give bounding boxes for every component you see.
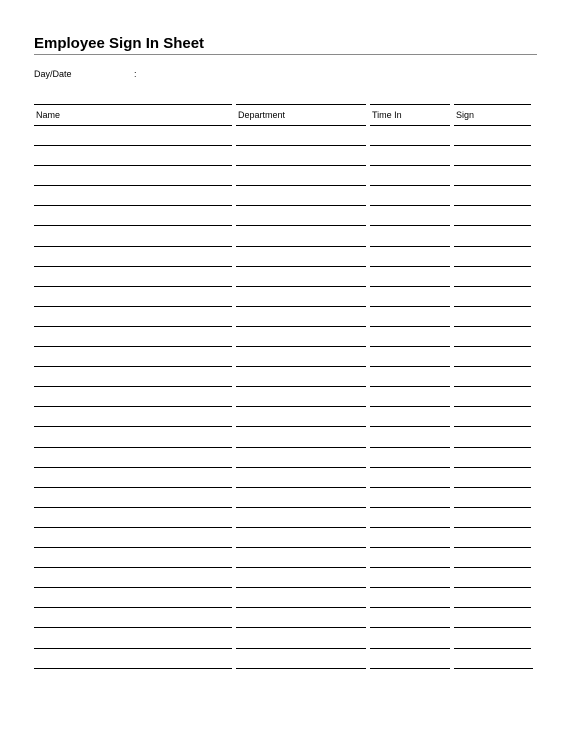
- row-14-time-in-field[interactable]: [370, 406, 450, 407]
- column-header-name: Name: [36, 110, 61, 120]
- row-16-name-field[interactable]: [34, 447, 232, 448]
- row-11-name-field[interactable]: [34, 346, 232, 347]
- row-6-time-in-field[interactable]: [370, 246, 450, 247]
- row-19-time-in-field[interactable]: [370, 507, 450, 508]
- row-23-time-in-field[interactable]: [370, 587, 450, 588]
- row-5-department-field[interactable]: [236, 225, 366, 226]
- row-8-name-field[interactable]: [34, 286, 232, 287]
- row-6-department-field[interactable]: [236, 246, 366, 247]
- row-7-sign-field[interactable]: [454, 266, 531, 267]
- row-12-sign-field[interactable]: [454, 366, 531, 367]
- row-20-sign-field[interactable]: [454, 527, 531, 528]
- row-9-time-in-field[interactable]: [370, 306, 450, 307]
- row-22-name-field[interactable]: [34, 567, 232, 568]
- row-10-sign-field[interactable]: [454, 326, 531, 327]
- row-11-time-in-field[interactable]: [370, 346, 450, 347]
- page-title: Employee Sign In Sheet: [34, 35, 205, 52]
- row-1-department-field[interactable]: [236, 145, 366, 146]
- row-15-name-field[interactable]: [34, 426, 232, 427]
- row-2-time-in-field[interactable]: [370, 165, 450, 166]
- row-27-time-in-field[interactable]: [370, 668, 450, 669]
- row-27-name-field[interactable]: [34, 668, 232, 669]
- row-27-department-field[interactable]: [236, 668, 366, 669]
- row-21-name-field[interactable]: [34, 547, 232, 548]
- row-21-time-in-field[interactable]: [370, 547, 450, 548]
- row-8-time-in-field[interactable]: [370, 286, 450, 287]
- row-11-sign-field[interactable]: [454, 346, 531, 347]
- row-16-sign-field[interactable]: [454, 447, 531, 448]
- row-22-sign-field[interactable]: [454, 567, 531, 568]
- row-14-sign-field[interactable]: [454, 406, 531, 407]
- row-22-time-in-field[interactable]: [370, 567, 450, 568]
- row-16-time-in-field[interactable]: [370, 447, 450, 448]
- row-10-name-field[interactable]: [34, 326, 232, 327]
- row-19-sign-field[interactable]: [454, 507, 531, 508]
- row-15-time-in-field[interactable]: [370, 426, 450, 427]
- day-date-label: Day/Date: [34, 69, 72, 79]
- row-5-sign-field[interactable]: [454, 225, 531, 226]
- row-23-name-field[interactable]: [34, 587, 232, 588]
- row-3-time-in-field[interactable]: [370, 185, 450, 186]
- row-6-sign-field[interactable]: [454, 246, 531, 247]
- row-26-time-in-field[interactable]: [370, 648, 450, 649]
- row-17-name-field[interactable]: [34, 467, 232, 468]
- row-19-name-field[interactable]: [34, 507, 232, 508]
- row-5-time-in-field[interactable]: [370, 225, 450, 226]
- row-1-time-in-field[interactable]: [370, 145, 450, 146]
- header-top-line-sign: [454, 104, 531, 105]
- column-header-sign: Sign: [456, 110, 475, 120]
- row-18-sign-field[interactable]: [454, 487, 531, 488]
- row-26-sign-field[interactable]: [454, 648, 531, 649]
- row-25-name-field[interactable]: [34, 627, 232, 628]
- row-14-department-field[interactable]: [236, 406, 366, 407]
- row-24-sign-field[interactable]: [454, 607, 531, 608]
- header-bottom-line-sign: [454, 125, 531, 126]
- row-12-name-field[interactable]: [34, 366, 232, 367]
- column-header-time-in: Time In: [372, 110, 402, 120]
- row-7-time-in-field[interactable]: [370, 266, 450, 267]
- row-2-sign-field[interactable]: [454, 165, 531, 166]
- row-9-department-field[interactable]: [236, 306, 366, 307]
- row-2-name-field[interactable]: [34, 165, 232, 166]
- row-22-department-field[interactable]: [236, 567, 366, 568]
- header-top-line-time-in: [370, 104, 450, 105]
- row-24-time-in-field[interactable]: [370, 607, 450, 608]
- row-1-name-field[interactable]: [34, 145, 232, 146]
- row-16-department-field[interactable]: [236, 447, 366, 448]
- row-3-name-field[interactable]: [34, 185, 232, 186]
- header-top-line-department: [236, 104, 366, 105]
- row-26-department-field[interactable]: [236, 648, 366, 649]
- row-17-time-in-field[interactable]: [370, 467, 450, 468]
- title-divider: [34, 54, 537, 55]
- row-8-department-field[interactable]: [236, 286, 366, 287]
- row-9-sign-field[interactable]: [454, 306, 531, 307]
- row-27-sign-field[interactable]: [454, 668, 533, 669]
- header-bottom-line-name: [34, 125, 232, 126]
- row-25-department-field[interactable]: [236, 627, 366, 628]
- row-15-department-field[interactable]: [236, 426, 366, 427]
- row-20-department-field[interactable]: [236, 527, 366, 528]
- row-4-name-field[interactable]: [34, 205, 232, 206]
- row-18-department-field[interactable]: [236, 487, 366, 488]
- row-14-name-field[interactable]: [34, 406, 232, 407]
- row-25-sign-field[interactable]: [454, 627, 531, 628]
- header-bottom-line-time-in: [370, 125, 450, 126]
- row-21-sign-field[interactable]: [454, 547, 531, 548]
- row-4-department-field[interactable]: [236, 205, 366, 206]
- row-18-time-in-field[interactable]: [370, 487, 450, 488]
- row-11-department-field[interactable]: [236, 346, 366, 347]
- row-20-time-in-field[interactable]: [370, 527, 450, 528]
- row-20-name-field[interactable]: [34, 527, 232, 528]
- row-10-time-in-field[interactable]: [370, 326, 450, 327]
- row-24-department-field[interactable]: [236, 607, 366, 608]
- row-19-department-field[interactable]: [236, 507, 366, 508]
- row-12-time-in-field[interactable]: [370, 366, 450, 367]
- day-date-separator: :: [134, 69, 137, 79]
- row-21-department-field[interactable]: [236, 547, 366, 548]
- row-15-sign-field[interactable]: [454, 426, 531, 427]
- header-top-line-name: [34, 104, 232, 105]
- row-24-name-field[interactable]: [34, 607, 232, 608]
- row-7-department-field[interactable]: [236, 266, 366, 267]
- row-13-time-in-field[interactable]: [370, 386, 450, 387]
- row-10-department-field[interactable]: [236, 326, 366, 327]
- row-18-name-field[interactable]: [34, 487, 232, 488]
- row-12-department-field[interactable]: [236, 366, 366, 367]
- row-5-name-field[interactable]: [34, 225, 232, 226]
- row-1-sign-field[interactable]: [454, 145, 531, 146]
- row-23-sign-field[interactable]: [454, 587, 531, 588]
- row-7-name-field[interactable]: [34, 266, 232, 267]
- header-bottom-line-department: [236, 125, 366, 126]
- row-13-sign-field[interactable]: [454, 386, 531, 387]
- row-6-name-field[interactable]: [34, 246, 232, 247]
- row-26-name-field[interactable]: [34, 648, 232, 649]
- row-13-department-field[interactable]: [236, 386, 366, 387]
- row-3-sign-field[interactable]: [454, 185, 531, 186]
- row-2-department-field[interactable]: [236, 165, 366, 166]
- row-17-sign-field[interactable]: [454, 467, 531, 468]
- row-3-department-field[interactable]: [236, 185, 366, 186]
- row-17-department-field[interactable]: [236, 467, 366, 468]
- row-8-sign-field[interactable]: [454, 286, 531, 287]
- row-23-department-field[interactable]: [236, 587, 366, 588]
- row-25-time-in-field[interactable]: [370, 627, 450, 628]
- row-4-time-in-field[interactable]: [370, 205, 450, 206]
- column-header-department: Department: [238, 110, 286, 120]
- row-9-name-field[interactable]: [34, 306, 232, 307]
- row-4-sign-field[interactable]: [454, 205, 531, 206]
- row-13-name-field[interactable]: [34, 386, 232, 387]
